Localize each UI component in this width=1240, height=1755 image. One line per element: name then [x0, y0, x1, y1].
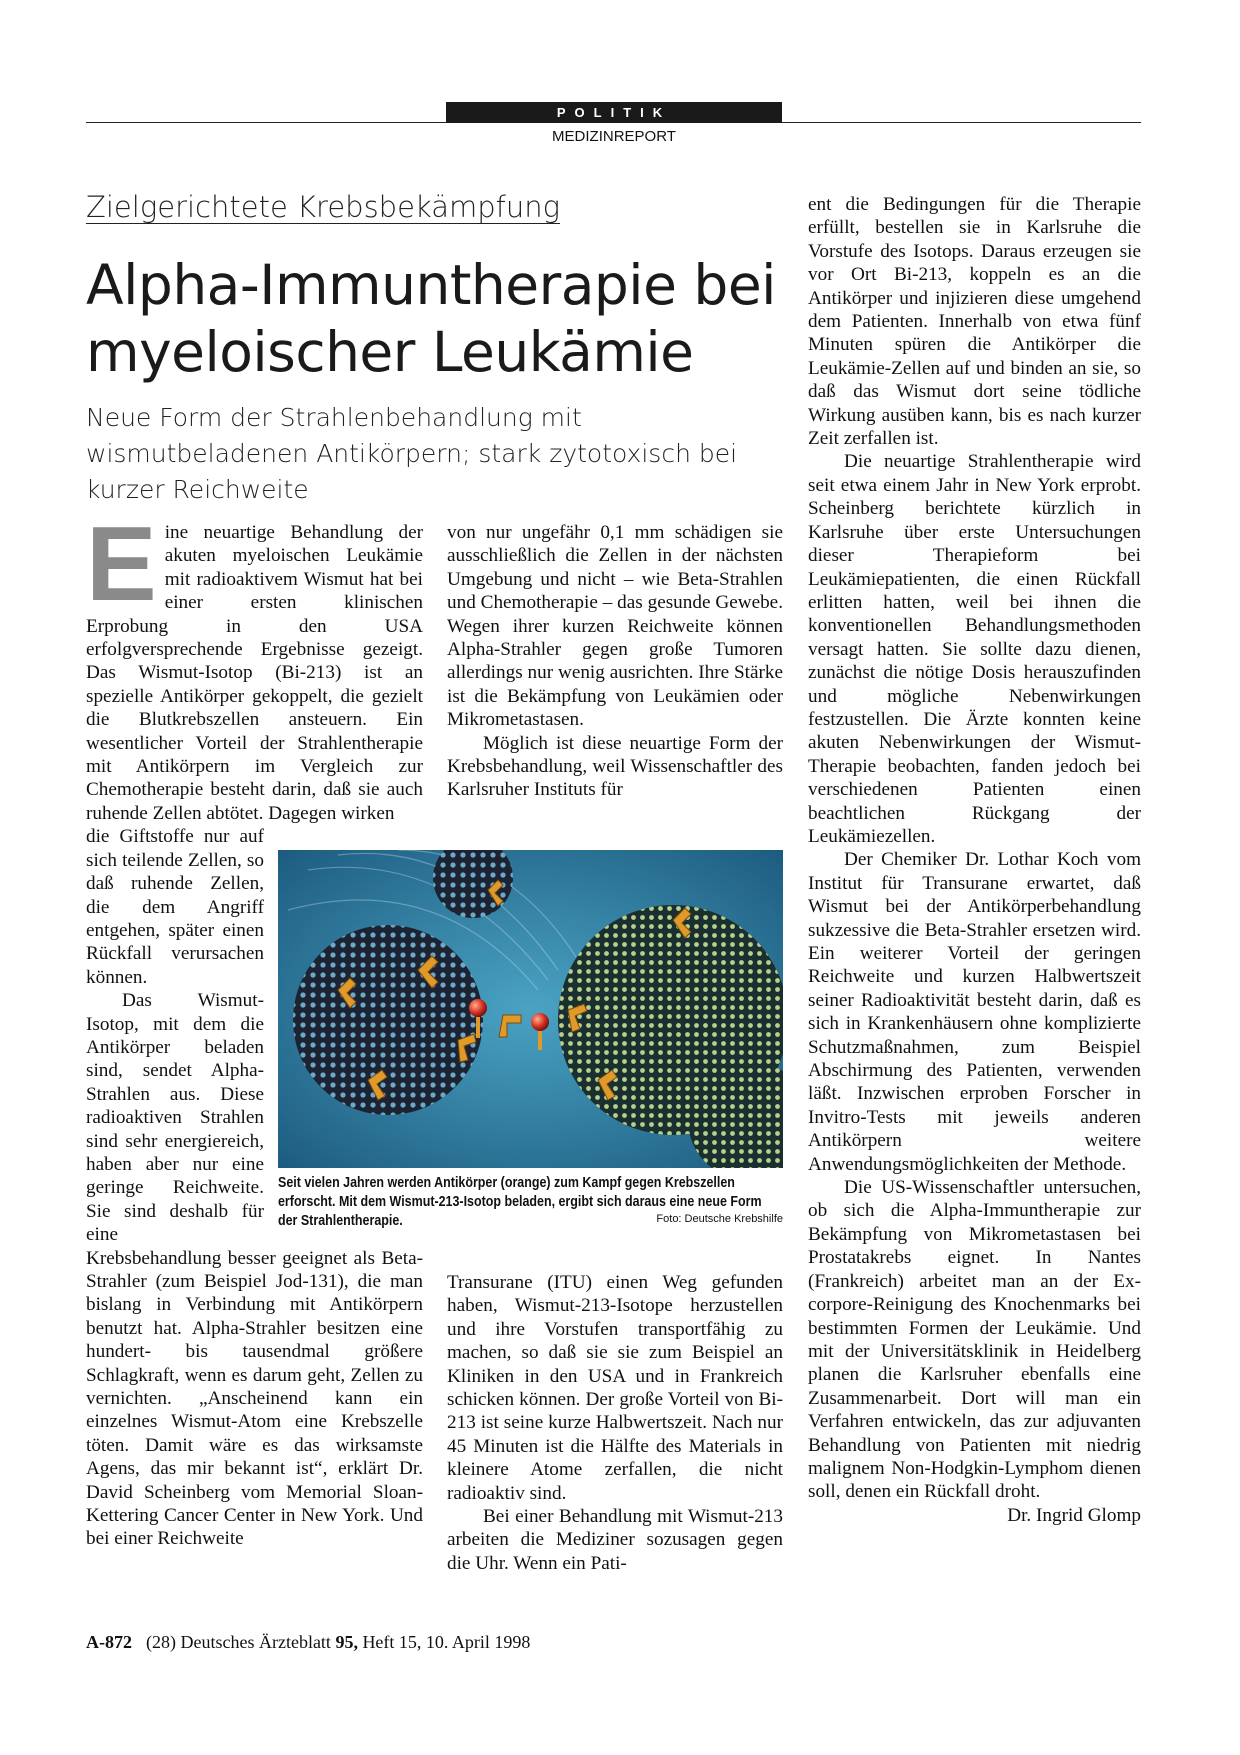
intro-text: ine neuartige Behandlung der akuten myeloischen Leukämie mit radioaktivem Wismut hat bei einer ersten klinischen Erprobung in den USA erfolgversprechende Ergebnisse gezeigt. Das Wismut-Isotop (Bi-213) ist an spezielle Antikörper gekoppelt, die gezielt die Blutkrebszellen ansteuern. Ein wesentlicher Vorteil der Strahlentherapie mit Antikörpern im Vergleich zur Chemotherapie besteht darin, daß sie auch ruhende Zellen abtötet. Dagegen wirken: [86, 522, 423, 824]
isotope-ball: [531, 1013, 549, 1031]
footer-volume: 95,: [335, 1632, 358, 1652]
article-kicker: Zielgerichtete Krebsbekämpfung: [86, 190, 561, 224]
section-label: POLITIK: [446, 102, 782, 123]
article-headline: [86, 252, 786, 386]
paragraph-text: Die US-Wissenschaftler untersuchen, ob sich die Alpha-Immuntherapie zur Bekämpfung von Mikrometastasen bei Prostatakrebs eignet. In Nantes (Frankreich) arbeitet man an der Ex-corpore-Reinigung des Knochenmarks bei bestimmten Formen der Leukämie. Und mit der Universitätsklinik in Heidelberg planen die Karlsruher ebenfalls eine Zusammenarbeit. Dort will man ein Verfahren entwickeln, das zur adjuvanten Behandlung von Patienten mit niedrig malignem Non-Hodgkin-Lymphom dienen soll, denen ein Rückfall droht.: [808, 1177, 1141, 1503]
antibody-cancer-cell-illustration: [278, 850, 783, 1168]
paragraph: Das Wismut-Isotop, mit dem die Antikörper beladen sind, sendet Alpha-Strahlen aus. Diese radioaktiven Strahlen sind sehr energiereich, haben aber nur eine geringe Reichweite. Sie sind deshalb für eine: [86, 990, 264, 1246]
text-column-3: [808, 193, 1141, 1527]
article-illustration: [278, 850, 783, 1168]
author-byline: Dr. Ingrid Glomp: [1007, 1504, 1141, 1526]
intro-paragraph: [86, 505, 423, 825]
paragraph: Die neuartige Strahlentherapie wird seit etwa einem Jahr in New York erprobt. Scheinberg berichtete kürzlich in Karlsruhe über erste Untersuchungen dieser Therapieform bei Leukämiepatienten, die einen Rückfall erlitten hatten, weil bei ihnen die konventionellen Behandlungsmethoden versagt hatten. Sie sollte dazu dienen, zunächst die nötige Dosis herauszufinden und mögliche Nebenwirkungen festzustellen. Die Ärzte konnten keine akuten Nebenwirkungen der Wismut-Therapie beobachten, fanden jedoch bei verschiedenen Patienten einen beachtlichen Rückgang der Leukämiezellen.: [808, 451, 1141, 847]
text-column-2-bottom: [447, 1271, 783, 1575]
headline-line-1: Alpha-Immuntherapie bei: [86, 253, 776, 317]
footer-issue: Heft 15, 10. April 1998: [357, 1632, 531, 1652]
article-subhead: Neue Form der Strahlenbehandlung mit wismutbeladenen Antikörpern; stark zytotoxisch bei kurzer Reichweite: [86, 403, 738, 504]
column-1-bottom-text: [86, 1247, 423, 1551]
page-footer: [86, 1632, 530, 1653]
paragraph: ent die Bedingungen für die Therapie erfüllt, bestellen sie in Karlsruhe die Vorstufe des Isotops. Daraus erzeugen sie vor Ort Bi-213, koppeln es an die Antikörper und injizieren diese umgehend dem Patienten. Innerhalb von etwa fünf Minuten spüren die Antikörper die Leukämie-Zellen auf und binden an sie, so daß das Wismut dort seine tödliche Wirkung ausüben kann, bis es nach kurzer Zeit zerfallen ist.: [808, 194, 1141, 450]
paragraph: Krebsbehandlung besser geeignet als Beta-Strahler (zum Beispiel Jod-131), die man bislang in Verbindung mit Antikörpern benutzt hat. Alpha-Strahler besitzen eine hundert- bis tausendmal größere Schlagkraft, wenn es darum geht, Zellen zu vernichten. „Anscheinend kann ein einzelnes Wismut-Atom eine Krebszelle töten. Damit wäre es das wirksamste Agens, das mir bekannt ist“, erklärt Dr. David Scheinberg vom Memorial Sloan-Kettering Cancer Center in New York. Und bei einer Reichweite: [86, 1247, 423, 1550]
paragraph: Bei einer Behandlung mit Wismut-213 arbeiten die Mediziner sozusagen gegen die Uhr. Wenn ein Pati-: [447, 1506, 783, 1574]
column-1-wrap-text: [86, 825, 264, 1246]
isotope-ball: [469, 999, 487, 1017]
paragraph: Transurane (ITU) einen Weg gefunden haben, Wismut-213-Isotope herzustellen und ihre Vorstufen transportfähig zu machen, so daß sie sie zum Beispiel an Kliniken in den USA und in Frankreich schicken können. Der große Vorteil von Bi-213 ist seine kurze Halbwertszeit. Nach nur 45 Minuten ist die Hälfte des Materials in kleinere Atome zerfallen, die nicht radioaktiv sind.: [447, 1272, 783, 1504]
photo-credit: Foto: Deutsche Krebshilfe: [656, 1213, 783, 1225]
footer-source: (28) Deutsches Ärzteblatt: [146, 1632, 336, 1652]
figure-caption: Seit vielen Jahren werden Antikörper (orange) zum Kampf gegen Krebszellen erforscht. Mit dem Wismut-213-Isotop beladen, ergibt sich daraus eine neue Form der Strahlentherapie.: [278, 1175, 762, 1229]
paragraph: Der Chemiker Dr. Lothar Koch vom Institut für Transurane erwartet, daß Wismut bei der Antikörperbehandlung sukzessive die Beta-Strahler ersetzen wird. Ein weiterer Vorteil der geringen Reichweite und kurzen Halbwertszeit seiner Radioaktivität besteht darin, daß es sich in Krankenhäusern ohne komplizierte Schutzmaßnahmen, zum Beispiel Abschirmung des Patienten, verwenden läßt. Inzwischen erproben Forscher in Invitro-Tests mit jeweils anderen Antikörpern weitere Anwendungsmöglichkeiten der Methode.: [808, 849, 1141, 1175]
paragraph: [808, 1176, 1141, 1526]
drop-cap: E: [86, 505, 157, 623]
cancer-cell-left: [293, 925, 483, 1115]
paragraph: von nur ungefähr 0,1 mm schädigen sie ausschließlich die Zellen in der nächsten Umgebung und nicht – wie Beta-Strahlen und Chemotherapie – das gesunde Gewebe. Wegen ihrer kurzen Reichweite können Alpha-Strahler gegen große Tumoren allerdings nur wenig ausrichten. Ihre Stärke ist die Bekämpfung von Leukämien oder Mikrometastasen.: [447, 522, 783, 731]
paragraph: Möglich ist diese neuartige Form der Krebsbehandlung, weil Wissenschaftler des Karlsruher Instituts für: [447, 732, 783, 801]
paragraph: die Giftstoffe nur auf sich teilende Zellen, so daß ruhende Zellen, die dem Angriff entgehen, später einen Rückfall verursachen können.: [86, 826, 264, 988]
text-column-2-top: [447, 521, 783, 802]
page-number: A-872: [86, 1632, 132, 1652]
subsection-label: MEDIZINREPORT: [552, 128, 676, 145]
headline-line-2: myeloischer Leukämie: [86, 320, 694, 384]
